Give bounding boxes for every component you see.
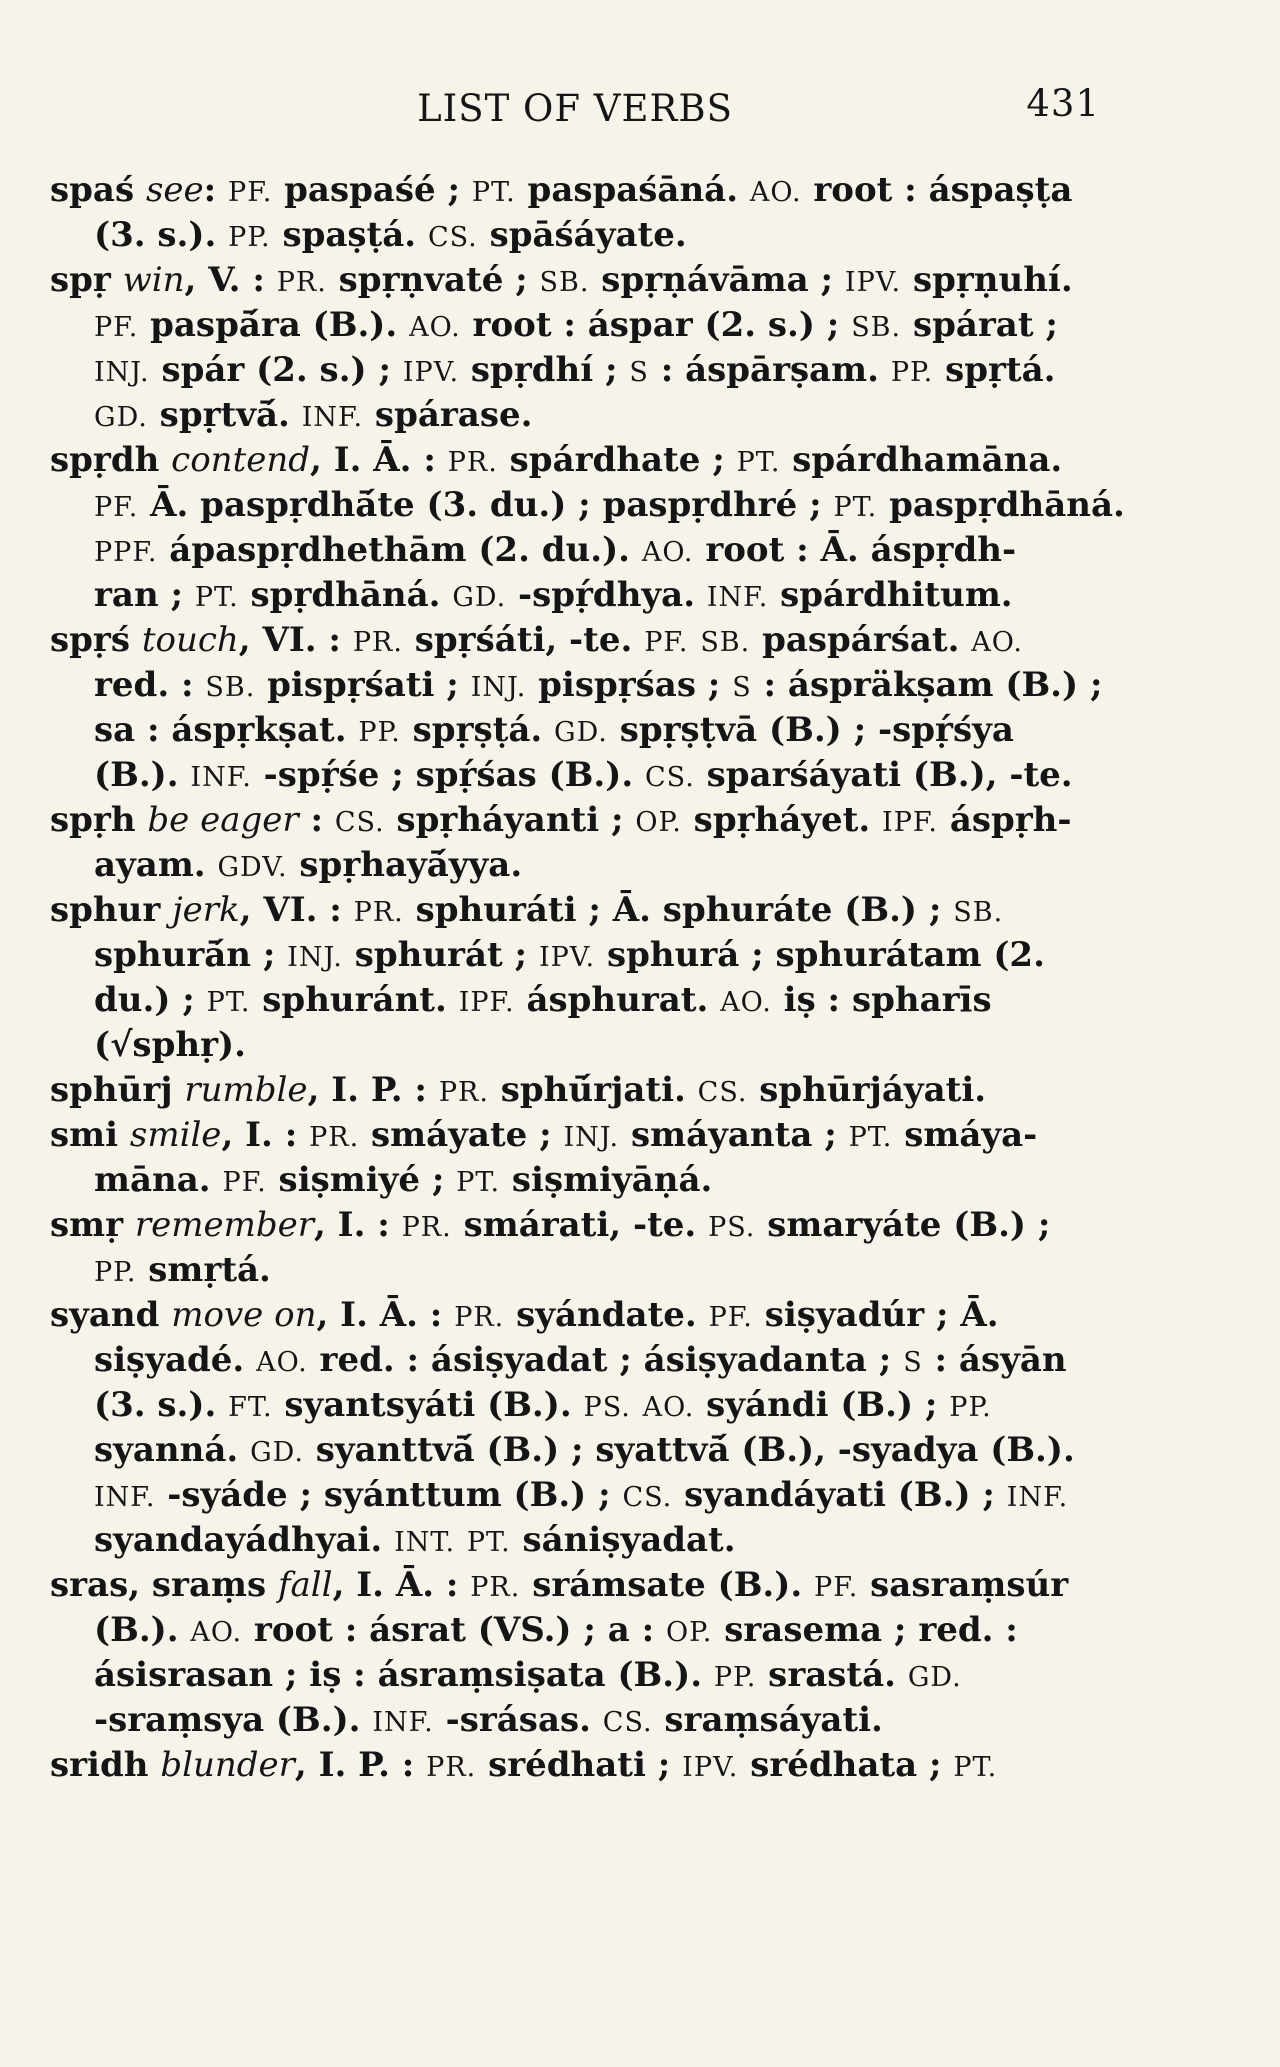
grammatical-abbreviation: PF. — [814, 1572, 859, 1603]
entry-text: spṛh — [50, 800, 148, 840]
entry-text — [688, 620, 700, 660]
entry-text: : áspräkṣam (B.) ; — [751, 665, 1103, 705]
verb-entry-line — [50, 1068, 1120, 1113]
grammatical-abbreviation: PF. — [94, 492, 139, 523]
verb-gloss: see — [145, 170, 204, 210]
entry-text: spárdhate ; — [497, 440, 737, 480]
grammatical-abbreviation: OP. — [635, 807, 682, 838]
entry-text: māna. — [94, 1160, 223, 1200]
grammatical-abbreviation: PR. — [470, 1572, 521, 1603]
grammatical-abbreviation: SB. — [953, 897, 1004, 928]
entry-text: srámsate (B.). — [520, 1565, 815, 1605]
grammatical-abbreviation: PT. — [466, 1527, 511, 1558]
entry-text: spṛdhí ; — [459, 350, 630, 390]
grammatical-abbreviation: PR. — [401, 1212, 452, 1243]
entry-continuation-line — [50, 978, 1120, 1023]
entry-text: syanttvā́ (B.) ; syattvā́ (B.), -syadya (B.). — [303, 1430, 1075, 1470]
entry-text: root : Ā. áspṛdh- — [693, 530, 1017, 570]
grammatical-abbreviation: GD. — [907, 1662, 962, 1693]
grammatical-abbreviation: PR. — [454, 1302, 505, 1333]
grammatical-abbreviation: IPV. — [538, 942, 596, 973]
page-number: 431 — [1026, 82, 1100, 125]
grammatical-abbreviation: IPV. — [844, 267, 902, 298]
entry-continuation-line — [50, 213, 1120, 258]
grammatical-abbreviation: PF. — [644, 627, 689, 658]
entry-text: (B.). — [94, 1610, 191, 1650]
entry-text: srédhati ; — [476, 1745, 683, 1785]
grammatical-abbreviation: GD. — [250, 1437, 304, 1468]
entry-text: , I. : — [221, 1115, 310, 1155]
grammatical-abbreviation: INF. — [94, 1482, 156, 1513]
grammatical-abbreviation: INJ. — [94, 357, 150, 388]
entry-continuation-line — [50, 1653, 1120, 1698]
grammatical-abbreviation: INT. — [394, 1527, 456, 1558]
entry-text: , I. Ā. : — [310, 440, 448, 480]
entry-continuation-line — [50, 1698, 1120, 1743]
grammatical-abbreviation: GD. — [94, 402, 148, 433]
entry-text: ayam. — [94, 845, 218, 885]
grammatical-abbreviation: S — [629, 357, 649, 388]
entry-text: pispṛśati ; — [255, 665, 471, 705]
entry-text: spaś — [50, 170, 146, 210]
grammatical-abbreviation: SB. — [539, 267, 590, 298]
verb-entry-line — [50, 798, 1120, 843]
entry-text: (3. s.). — [94, 1385, 229, 1425]
entry-text: smaryáte (B.) ; — [755, 1205, 1051, 1245]
entry-text: paspṛdhāná. — [877, 485, 1125, 525]
entry-text: syándi (B.) ; — [694, 1385, 950, 1425]
entry-text: sa : áspṛkṣat. — [94, 710, 359, 750]
entry-text: sasraṃsúr — [858, 1565, 1069, 1605]
verb-entry-line — [50, 168, 1120, 213]
verb-entry-line — [50, 1203, 1120, 1248]
entry-text: sraṃsáyati. — [652, 1700, 883, 1740]
grammatical-abbreviation: GD. — [452, 582, 507, 613]
grammatical-abbreviation: PT. — [848, 1122, 893, 1153]
grammatical-abbreviation: CS. — [334, 807, 385, 838]
grammatical-abbreviation: SB. — [205, 672, 256, 703]
grammatical-abbreviation: PP. — [94, 1257, 137, 1288]
entry-text: root : áspaṣṭa — [801, 170, 1073, 210]
verb-gloss: blunder — [160, 1745, 295, 1785]
verb-entry-line — [50, 438, 1120, 483]
grammatical-abbreviation: AO. — [720, 987, 772, 1018]
entry-text: sphū́rjati. — [488, 1070, 698, 1110]
entry-text: siṣyadé. — [94, 1340, 257, 1380]
entry-text: ápaspṛdhethām (2. du.). — [157, 530, 642, 570]
entry-text: sparśáyati (B.), -te. — [694, 755, 1073, 795]
entry-text: spárdhamāna. — [780, 440, 1063, 480]
verb-list — [50, 168, 1125, 1788]
grammatical-abbreviation: CS. — [427, 222, 478, 253]
entry-text: root : ásrat (VS.) ; a : — [242, 1610, 666, 1650]
grammatical-abbreviation: IPV. — [402, 357, 460, 388]
grammatical-abbreviation: CS. — [622, 1482, 673, 1513]
entry-continuation-line — [50, 1608, 1120, 1653]
entry-continuation-line — [50, 708, 1120, 753]
grammatical-abbreviation: PR. — [447, 447, 498, 478]
entry-text: srastá. — [756, 1655, 908, 1695]
grammatical-abbreviation: PT. — [206, 987, 251, 1018]
grammatical-abbreviation: IPF. — [882, 807, 938, 838]
grammatical-abbreviation: PT. — [471, 177, 516, 208]
entry-text: sániṣyadat. — [510, 1520, 736, 1560]
entry-text: (B.). — [94, 755, 191, 795]
grammatical-abbreviation: AO. — [409, 312, 461, 343]
entry-text: siṣyadúr ; Ā. — [752, 1295, 999, 1335]
grammatical-abbreviation: INF. — [372, 1707, 434, 1738]
entry-text: -spṛ́dhya. — [506, 575, 707, 615]
entry-continuation-line — [50, 933, 1120, 978]
verb-gloss: contend — [171, 440, 311, 480]
entry-text: , I. : — [314, 1205, 402, 1245]
grammatical-abbreviation: IPF. — [458, 987, 515, 1018]
entry-continuation-line — [50, 843, 1120, 888]
grammatical-abbreviation: PF. — [228, 177, 273, 208]
grammatical-abbreviation: GDV. — [217, 852, 288, 883]
entry-text: paspaśé ; — [272, 170, 472, 210]
entry-text: -spṛ́śe ; spṛ́śas (B.). — [251, 755, 646, 795]
entry-text: spárase. — [363, 395, 533, 435]
entry-text: spṛtvā́. — [147, 395, 302, 435]
entry-text: sphuráti ; Ā. sphuráte (B.) ; — [403, 890, 954, 930]
running-header — [50, 82, 1100, 134]
grammatical-abbreviation: PPF. — [94, 537, 158, 568]
entry-text: spṛṣṭá. — [400, 710, 555, 750]
entry-text: smi — [50, 1115, 130, 1155]
grammatical-abbreviation: AO. — [641, 537, 694, 568]
entry-text: smṛ — [50, 1205, 135, 1245]
grammatical-abbreviation: INJ. — [287, 942, 343, 973]
entry-text: sridh — [50, 1745, 161, 1785]
entry-text: , VI. : — [238, 620, 353, 660]
grammatical-abbreviation: INF. — [301, 402, 364, 433]
entry-text: du.) ; — [94, 980, 207, 1020]
verb-gloss: fall — [277, 1565, 333, 1605]
grammatical-abbreviation: AO. — [642, 1392, 695, 1423]
grammatical-abbreviation: INF. — [190, 762, 252, 793]
entry-text: sphūrj — [50, 1070, 185, 1110]
entry-text: -syáde ; syánttum (B.) ; — [155, 1475, 623, 1515]
entry-text: smárati, -te. — [451, 1205, 709, 1245]
entry-text: (3. s.). — [94, 215, 229, 255]
entry-continuation-line — [50, 528, 1120, 573]
grammatical-abbreviation: INJ. — [563, 1122, 620, 1153]
grammatical-abbreviation: PF. — [94, 312, 139, 343]
entry-text: spāśáyate. — [477, 215, 687, 255]
grammatical-abbreviation: S — [903, 1347, 923, 1378]
grammatical-abbreviation: AO. — [256, 1347, 308, 1378]
entry-continuation-line — [50, 1023, 1120, 1068]
running-title: LIST OF VERBS — [417, 86, 733, 130]
grammatical-abbreviation: PT. — [953, 1752, 998, 1783]
entry-text: sras, sraṃs — [50, 1565, 278, 1605]
grammatical-abbreviation: PT. — [833, 492, 878, 523]
verb-entry-line — [50, 888, 1120, 933]
entry-text: spṛśáti, -te. — [402, 620, 645, 660]
entry-text: spárat ; — [901, 305, 1058, 345]
entry-continuation-line — [50, 1158, 1120, 1203]
entry-text: spṛdh — [50, 440, 172, 480]
entry-text: sphurā́n ; — [94, 935, 288, 975]
entry-text: spṛṇávāma ; — [589, 260, 845, 300]
entry-text: (√sphṛ). — [94, 1025, 246, 1065]
entry-continuation-line — [50, 393, 1120, 438]
grammatical-abbreviation: AO. — [190, 1617, 243, 1648]
grammatical-abbreviation: OP. — [665, 1617, 713, 1648]
entry-text: smáyanta ; — [619, 1115, 849, 1155]
entry-continuation-line — [50, 753, 1120, 798]
grammatical-abbreviation: SB. — [700, 627, 751, 658]
grammatical-abbreviation: GD. — [554, 717, 608, 748]
grammatical-abbreviation: PS. — [583, 1392, 631, 1423]
entry-text: , I. Ā. : — [316, 1295, 455, 1335]
grammatical-abbreviation: CS. — [697, 1077, 748, 1108]
grammatical-abbreviation: SB. — [851, 312, 902, 343]
entry-text: -sraṃsya (B.). — [94, 1700, 373, 1740]
entry-text: srasema ; red. : — [712, 1610, 1018, 1650]
verb-entry-line — [50, 618, 1120, 663]
entry-text: , V. : — [184, 260, 277, 300]
entry-text: spṛṣṭvā (B.) ; -spṛ́śya — [607, 710, 1014, 750]
grammatical-abbreviation: PP. — [228, 222, 271, 253]
entry-continuation-line — [50, 1518, 1120, 1563]
entry-text — [455, 1520, 467, 1560]
entry-text: ran ; — [94, 575, 195, 615]
entry-text: spṛṇuhí. — [901, 260, 1073, 300]
entry-text: syand — [50, 1295, 172, 1335]
grammatical-abbreviation: PT. — [456, 1167, 501, 1198]
verb-gloss: move on — [171, 1295, 317, 1335]
verb-gloss: jerk — [172, 890, 240, 930]
entry-text: siṣmiyāṇá. — [500, 1160, 713, 1200]
grammatical-abbreviation: CS. — [645, 762, 695, 793]
grammatical-abbreviation: PT. — [736, 447, 781, 478]
grammatical-abbreviation: PT. — [194, 582, 239, 613]
entry-continuation-line — [50, 1428, 1120, 1473]
entry-text: spṛś — [50, 620, 142, 660]
entry-continuation-line — [50, 1473, 1120, 1518]
entry-text: paspárśat. — [750, 620, 972, 660]
entry-continuation-line — [50, 1338, 1120, 1383]
grammatical-abbreviation: INF. — [1006, 1482, 1069, 1513]
entry-text: , I. Ā. : — [332, 1565, 471, 1605]
entry-text: paspaśāná. — [515, 170, 750, 210]
entry-text: spṛṇvaté ; — [326, 260, 540, 300]
entry-continuation-line — [50, 348, 1120, 393]
entry-text: , I. P. : — [294, 1745, 427, 1785]
entry-continuation-line — [50, 483, 1125, 528]
grammatical-abbreviation: PR. — [309, 1122, 360, 1153]
entry-text: root : áspar (2. s.) ; — [460, 305, 852, 345]
entry-text: , I. P. : — [307, 1070, 439, 1110]
grammatical-abbreviation: PR. — [352, 627, 403, 658]
grammatical-abbreviation: PR. — [276, 267, 327, 298]
entry-text: sphuránt. — [250, 980, 459, 1020]
verb-entry-line — [50, 1563, 1120, 1608]
grammatical-abbreviation: IPV. — [682, 1752, 739, 1783]
entry-text: siṣmiyé ; — [266, 1160, 457, 1200]
entry-text: , VI. : — [239, 890, 354, 930]
entry-text: syandayádhyai. — [94, 1520, 395, 1560]
entry-text: spṛháyet. — [681, 800, 883, 840]
verb-entry-line — [50, 258, 1120, 303]
entry-text: : ásyān — [922, 1340, 1067, 1380]
entry-text: sphurát ; — [342, 935, 539, 975]
entry-text: spṛ — [50, 260, 123, 300]
entry-text: smáya- — [892, 1115, 1038, 1155]
verb-entry-line — [50, 1113, 1120, 1158]
verb-gloss: be eager — [147, 800, 299, 840]
verb-entry-line — [50, 1743, 1120, 1788]
grammatical-abbreviation: PP. — [713, 1662, 757, 1693]
entry-continuation-line — [50, 663, 1120, 708]
grammatical-abbreviation: PR. — [438, 1077, 489, 1108]
entry-text: syandáyati (B.) ; — [672, 1475, 1007, 1515]
entry-text: spárdhitum. — [768, 575, 1013, 615]
grammatical-abbreviation: PP. — [949, 1392, 992, 1423]
entry-text: iṣ : spharīs — [771, 980, 992, 1020]
grammatical-abbreviation: INF. — [706, 582, 769, 613]
grammatical-abbreviation: INJ. — [470, 672, 527, 703]
entry-text: spṛdhāná. — [238, 575, 453, 615]
entry-text: spár (2. s.) ; — [149, 350, 403, 390]
verb-gloss: smile — [129, 1115, 222, 1155]
entry-continuation-line — [50, 303, 1120, 348]
grammatical-abbreviation: PR. — [426, 1752, 477, 1783]
entry-text: spaṣṭá. — [270, 215, 428, 255]
grammatical-abbreviation: AO. — [971, 627, 1023, 658]
verb-gloss: rumble — [184, 1070, 308, 1110]
entry-text: spṛhayā́yya. — [287, 845, 523, 885]
grammatical-abbreviation: PP. — [358, 717, 401, 748]
entry-text: ásisrasan ; iṣ : ásraṃsiṣata (B.). — [94, 1655, 714, 1695]
entry-text: paspā́ra (B.). — [138, 305, 410, 345]
entry-continuation-line — [50, 573, 1120, 618]
entry-text: smṛtá. — [136, 1250, 271, 1290]
entry-text: : — [298, 800, 335, 840]
verb-entry-line — [50, 1293, 1120, 1338]
entry-text: pispṛśas ; — [526, 665, 733, 705]
grammatical-abbreviation: FT. — [228, 1392, 273, 1423]
grammatical-abbreviation: AO. — [749, 177, 802, 208]
entry-text: sphur — [50, 890, 173, 930]
grammatical-abbreviation: PP. — [890, 357, 934, 388]
verb-gloss: remember — [134, 1205, 314, 1245]
entry-text: red. : — [94, 665, 206, 705]
entry-text: syantsyáti (B.). — [272, 1385, 584, 1425]
entry-text: srédhata ; — [738, 1745, 954, 1785]
entry-text: : — [203, 170, 229, 210]
entry-text: syándate. — [504, 1295, 709, 1335]
entry-continuation-line — [50, 1248, 1120, 1293]
entry-continuation-line — [50, 1383, 1120, 1428]
grammatical-abbreviation: S — [732, 672, 752, 703]
entry-text: ásphurat. — [514, 980, 721, 1020]
entry-text: Ā. paspṛdhā́te (3. du.) ; paspṛdhré ; — [138, 485, 834, 525]
verb-gloss: touch — [141, 620, 239, 660]
entry-text: spṛtá. — [933, 350, 1056, 390]
grammatical-abbreviation: PF. — [222, 1167, 267, 1198]
grammatical-abbreviation: PF. — [708, 1302, 753, 1333]
entry-text: spṛháyanti ; — [384, 800, 636, 840]
entry-text: red. : ásiṣyadat ; ásiṣyadanta ; — [307, 1340, 904, 1380]
entry-text — [631, 1385, 643, 1425]
entry-text: -srásas. — [433, 1700, 603, 1740]
grammatical-abbreviation: CS. — [602, 1707, 653, 1738]
entry-text: sphurá ; sphurátam (2. — [595, 935, 1045, 975]
entry-text: syanná. — [94, 1430, 251, 1470]
grammatical-abbreviation: PS. — [708, 1212, 756, 1243]
entry-text: sphūrjáyati. — [747, 1070, 987, 1110]
entry-text: smáyate ; — [359, 1115, 564, 1155]
grammatical-abbreviation: PR. — [353, 897, 404, 928]
entry-text: áspṛh- — [937, 800, 1072, 840]
entry-text: : áspārṣam. — [648, 350, 891, 390]
verb-gloss: win — [122, 260, 185, 300]
